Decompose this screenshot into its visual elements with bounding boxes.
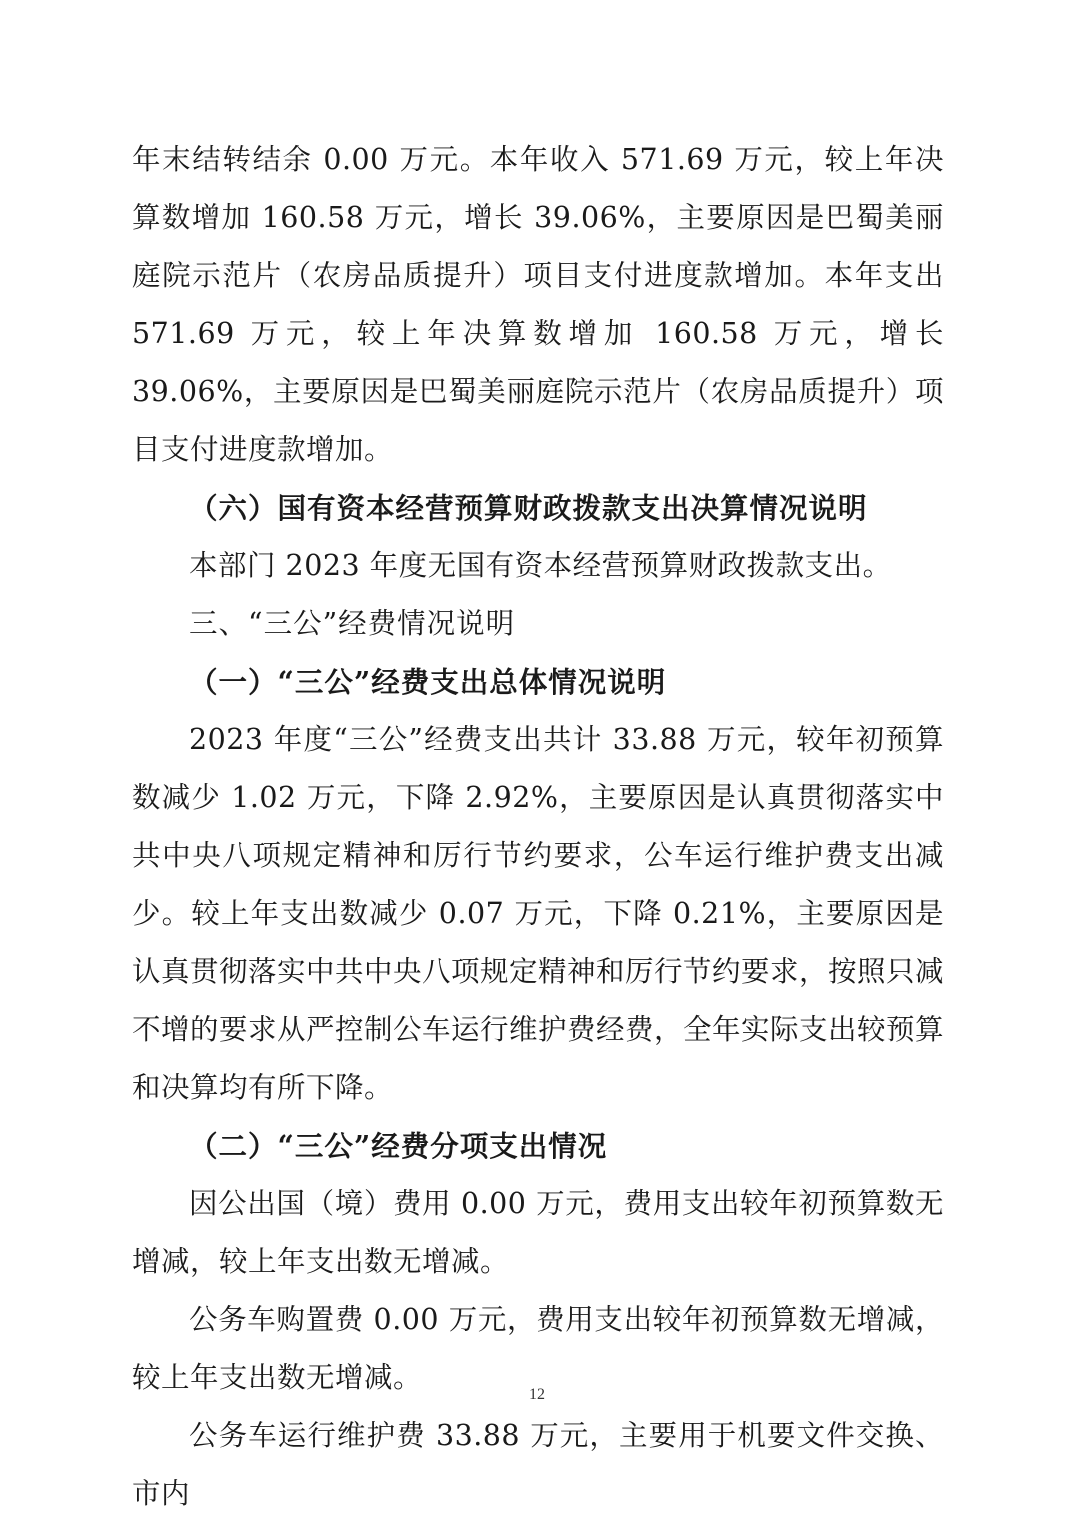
paragraph-state-capital-none: 本部门 2023 年度无国有资本经营预算财政拨款支出。 xyxy=(189,549,892,582)
heading-three-public-overall: （一）“三公”经费支出总体情况说明 xyxy=(189,665,667,699)
heading-three-public-items: （二）“三公”经费分项支出情况 xyxy=(189,1129,608,1163)
paragraph-overseas-travel: 因公出国（境）费用 0.00 万元，费用支出较年初预算数无增减，较上年支出数无增减。 xyxy=(132,1187,944,1278)
heading-state-capital-budget: （六）国有资本经营预算财政拨款支出决算情况说明 xyxy=(189,491,868,525)
paragraph-vehicle-purchase: 公务车购置费 0.00 万元，费用支出较年初预算数无增减，较上年支出数无增减。 xyxy=(132,1303,944,1394)
heading-three-public-expenses: 三、“三公”经费情况说明 xyxy=(189,607,516,640)
page-number: 12 xyxy=(529,1386,545,1403)
paragraph-vehicle-operation: 公务车运行维护费 33.88 万元，主要用于机要文件交换、市内 xyxy=(132,1419,944,1510)
document-page xyxy=(132,131,944,1523)
paragraph-income-expenditure: 年末结转结余 0.00 万元。本年收入 571.69 万元，较上年决算数增加 160.58 万元，增长 39.06%，主要原因是巴蜀美丽庭院示范片（农房品质提升）项目支付进度款增加。本年支出 571.69 万元，较上年决算数增加 160.58 万元，增长 39.06%，主要原因是巴蜀美丽庭院示范片（农房品质提升）项目支付进度款增加。 xyxy=(132,143,944,466)
paragraph-three-public-overall: 2023 年度“三公”经费支出共计 33.88 万元，较年初预算数减少 1.02 万元，下降 2.92%，主要原因是认真贯彻落实中共中央八项规定精神和厉行节约要求，公车运行维护费支出减少。较上年支出数减少 0.07 万元，下降 0.21%，主要原因是认真贯彻落实中共中央八项规定精神和厉行节约要求，按照只减不增的要求从严控制公车运行维护费经费，全年实际支出较预算和决算均有所下降。 xyxy=(132,723,945,1104)
